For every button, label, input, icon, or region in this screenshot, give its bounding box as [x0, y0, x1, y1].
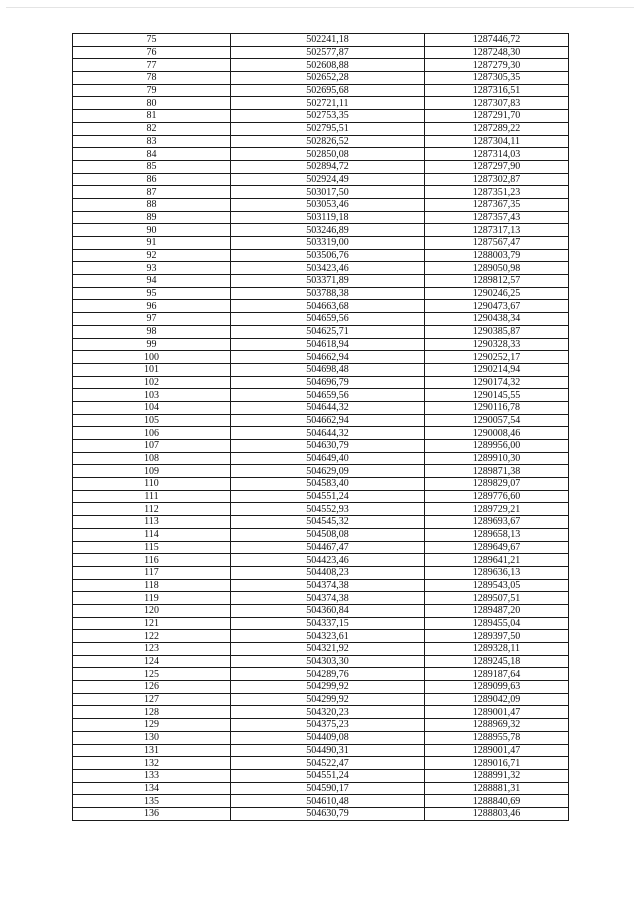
x-coordinate-cell: 504625,71	[231, 325, 425, 338]
table-row	[73, 490, 569, 503]
y-coordinate-cell: 1287316,51	[425, 84, 569, 97]
table-row	[73, 528, 569, 541]
top-rule	[6, 7, 634, 8]
x-coordinate-cell: 504551,24	[231, 490, 425, 503]
point-number-cell: 78	[73, 72, 231, 85]
table-row	[73, 503, 569, 516]
point-number-cell: 114	[73, 528, 231, 541]
y-coordinate-cell: 1287302,87	[425, 173, 569, 186]
table-row	[73, 769, 569, 782]
point-number-cell: 129	[73, 719, 231, 732]
x-coordinate-cell: 504408,23	[231, 566, 425, 579]
x-coordinate-cell: 504320,23	[231, 706, 425, 719]
table-row	[73, 795, 569, 808]
y-coordinate-cell: 1289829,07	[425, 478, 569, 491]
point-number-cell: 122	[73, 630, 231, 643]
x-coordinate-cell: 502608,88	[231, 59, 425, 72]
y-coordinate-cell: 1290252,17	[425, 351, 569, 364]
point-number-cell: 113	[73, 516, 231, 529]
y-coordinate-cell: 1290116,78	[425, 401, 569, 414]
point-number-cell: 135	[73, 795, 231, 808]
y-coordinate-cell: 1287291,70	[425, 110, 569, 123]
point-number-cell: 96	[73, 300, 231, 313]
point-number-cell: 83	[73, 135, 231, 148]
y-coordinate-cell: 1287357,43	[425, 211, 569, 224]
y-coordinate-cell: 1290174,32	[425, 376, 569, 389]
table-row	[73, 97, 569, 110]
x-coordinate-cell: 504698,48	[231, 363, 425, 376]
x-coordinate-cell: 504659,56	[231, 313, 425, 326]
table-row	[73, 604, 569, 617]
y-coordinate-cell: 1288803,46	[425, 807, 569, 820]
point-number-cell: 86	[73, 173, 231, 186]
y-coordinate-cell: 1289543,05	[425, 579, 569, 592]
table-row	[73, 249, 569, 262]
table-row	[73, 478, 569, 491]
y-coordinate-cell: 1289487,20	[425, 604, 569, 617]
x-coordinate-cell: 502241,18	[231, 34, 425, 47]
x-coordinate-cell: 504467,47	[231, 541, 425, 554]
x-coordinate-cell: 504590,17	[231, 782, 425, 795]
table-row	[73, 617, 569, 630]
point-number-cell: 130	[73, 731, 231, 744]
table-row	[73, 668, 569, 681]
y-coordinate-cell: 1289050,98	[425, 262, 569, 275]
table-row	[73, 414, 569, 427]
table-row	[73, 224, 569, 237]
table-row	[73, 110, 569, 123]
x-coordinate-cell: 504360,84	[231, 604, 425, 617]
x-coordinate-cell: 504289,76	[231, 668, 425, 681]
x-coordinate-cell: 504321,92	[231, 643, 425, 656]
x-coordinate-cell: 503423,46	[231, 262, 425, 275]
x-coordinate-cell: 503053,46	[231, 198, 425, 211]
point-number-cell: 109	[73, 465, 231, 478]
table-row	[73, 681, 569, 694]
y-coordinate-cell: 1287314,03	[425, 148, 569, 161]
point-number-cell: 95	[73, 287, 231, 300]
point-number-cell: 97	[73, 313, 231, 326]
point-number-cell: 81	[73, 110, 231, 123]
x-coordinate-cell: 502795,51	[231, 122, 425, 135]
y-coordinate-cell: 1287446,72	[425, 34, 569, 47]
table-row	[73, 376, 569, 389]
x-coordinate-cell: 504629,09	[231, 465, 425, 478]
y-coordinate-cell: 1289245,18	[425, 655, 569, 668]
table-row	[73, 59, 569, 72]
point-number-cell: 104	[73, 401, 231, 414]
x-coordinate-cell: 504374,38	[231, 579, 425, 592]
y-coordinate-cell: 1290328,33	[425, 338, 569, 351]
y-coordinate-cell: 1287297,90	[425, 160, 569, 173]
table-row	[73, 135, 569, 148]
x-coordinate-cell: 502850,08	[231, 148, 425, 161]
x-coordinate-cell: 504662,94	[231, 351, 425, 364]
y-coordinate-cell: 1289693,67	[425, 516, 569, 529]
y-coordinate-cell: 1290057,54	[425, 414, 569, 427]
table-row	[73, 173, 569, 186]
table-row	[73, 592, 569, 605]
y-coordinate-cell: 1287567,47	[425, 237, 569, 250]
y-coordinate-cell: 1289871,38	[425, 465, 569, 478]
x-coordinate-cell: 502577,87	[231, 46, 425, 59]
point-number-cell: 132	[73, 757, 231, 770]
table-row	[73, 706, 569, 719]
x-coordinate-cell: 504659,56	[231, 389, 425, 402]
table-row	[73, 275, 569, 288]
y-coordinate-cell: 1288955,78	[425, 731, 569, 744]
y-coordinate-cell: 1289658,13	[425, 528, 569, 541]
point-number-cell: 131	[73, 744, 231, 757]
point-number-cell: 79	[73, 84, 231, 97]
table-row	[73, 579, 569, 592]
point-number-cell: 101	[73, 363, 231, 376]
x-coordinate-cell: 504303,30	[231, 655, 425, 668]
table-row	[73, 198, 569, 211]
x-coordinate-cell: 503371,89	[231, 275, 425, 288]
y-coordinate-cell: 1288969,32	[425, 719, 569, 732]
table-row	[73, 389, 569, 402]
point-number-cell: 76	[73, 46, 231, 59]
table-row	[73, 363, 569, 376]
x-coordinate-cell: 504375,23	[231, 719, 425, 732]
y-coordinate-cell: 1290473,67	[425, 300, 569, 313]
y-coordinate-cell: 1289956,00	[425, 440, 569, 453]
y-coordinate-cell: 1289455,04	[425, 617, 569, 630]
coordinates-table	[72, 33, 569, 821]
table-row	[73, 262, 569, 275]
y-coordinate-cell: 1287367,35	[425, 198, 569, 211]
point-number-cell: 103	[73, 389, 231, 402]
point-number-cell: 91	[73, 237, 231, 250]
y-coordinate-cell: 1287289,22	[425, 122, 569, 135]
x-coordinate-cell: 504323,61	[231, 630, 425, 643]
table-row	[73, 46, 569, 59]
point-number-cell: 127	[73, 693, 231, 706]
y-coordinate-cell: 1288881,31	[425, 782, 569, 795]
x-coordinate-cell: 503246,89	[231, 224, 425, 237]
x-coordinate-cell: 502826,52	[231, 135, 425, 148]
table-row	[73, 516, 569, 529]
point-number-cell: 117	[73, 566, 231, 579]
table-row	[73, 465, 569, 478]
x-coordinate-cell: 504374,38	[231, 592, 425, 605]
table-row	[73, 211, 569, 224]
x-coordinate-cell: 504299,92	[231, 681, 425, 694]
table-row	[73, 566, 569, 579]
point-number-cell: 100	[73, 351, 231, 364]
coordinates-table-body	[73, 34, 569, 821]
point-number-cell: 99	[73, 338, 231, 351]
point-number-cell: 121	[73, 617, 231, 630]
x-coordinate-cell: 504508,08	[231, 528, 425, 541]
table-row	[73, 757, 569, 770]
x-coordinate-cell: 502753,35	[231, 110, 425, 123]
y-coordinate-cell: 1289641,21	[425, 554, 569, 567]
table-row	[73, 72, 569, 85]
x-coordinate-cell: 504551,24	[231, 769, 425, 782]
table-row	[73, 401, 569, 414]
table-row	[73, 693, 569, 706]
y-coordinate-cell: 1289328,11	[425, 643, 569, 656]
x-coordinate-cell: 503017,50	[231, 186, 425, 199]
x-coordinate-cell: 502924,49	[231, 173, 425, 186]
y-coordinate-cell: 1289729,21	[425, 503, 569, 516]
table-row	[73, 782, 569, 795]
x-coordinate-cell: 504409,08	[231, 731, 425, 744]
table-row	[73, 237, 569, 250]
y-coordinate-cell: 1289001,47	[425, 744, 569, 757]
point-number-cell: 112	[73, 503, 231, 516]
point-number-cell: 98	[73, 325, 231, 338]
x-coordinate-cell: 504522,47	[231, 757, 425, 770]
x-coordinate-cell: 503119,18	[231, 211, 425, 224]
point-number-cell: 90	[73, 224, 231, 237]
x-coordinate-cell: 504644,32	[231, 427, 425, 440]
point-number-cell: 85	[73, 160, 231, 173]
y-coordinate-cell: 1288003,79	[425, 249, 569, 262]
table-row	[73, 300, 569, 313]
y-coordinate-cell: 1289187,64	[425, 668, 569, 681]
point-number-cell: 77	[73, 59, 231, 72]
x-coordinate-cell: 504618,94	[231, 338, 425, 351]
table-row	[73, 122, 569, 135]
point-number-cell: 119	[73, 592, 231, 605]
table-row	[73, 338, 569, 351]
point-number-cell: 120	[73, 604, 231, 617]
x-coordinate-cell: 504649,40	[231, 452, 425, 465]
x-coordinate-cell: 504299,92	[231, 693, 425, 706]
y-coordinate-cell: 1289397,50	[425, 630, 569, 643]
y-coordinate-cell: 1289042,09	[425, 693, 569, 706]
point-number-cell: 88	[73, 198, 231, 211]
y-coordinate-cell: 1290246,25	[425, 287, 569, 300]
y-coordinate-cell: 1287279,30	[425, 59, 569, 72]
point-number-cell: 107	[73, 440, 231, 453]
point-number-cell: 123	[73, 643, 231, 656]
table-row	[73, 287, 569, 300]
point-number-cell: 134	[73, 782, 231, 795]
point-number-cell: 92	[73, 249, 231, 262]
y-coordinate-cell: 1289016,71	[425, 757, 569, 770]
x-coordinate-cell: 504337,15	[231, 617, 425, 630]
x-coordinate-cell: 504630,79	[231, 440, 425, 453]
point-number-cell: 80	[73, 97, 231, 110]
point-number-cell: 111	[73, 490, 231, 503]
y-coordinate-cell: 1287317,13	[425, 224, 569, 237]
point-number-cell: 94	[73, 275, 231, 288]
x-coordinate-cell: 504490,31	[231, 744, 425, 757]
x-coordinate-cell: 504630,79	[231, 807, 425, 820]
point-number-cell: 116	[73, 554, 231, 567]
point-number-cell: 106	[73, 427, 231, 440]
point-number-cell: 87	[73, 186, 231, 199]
point-number-cell: 102	[73, 376, 231, 389]
point-number-cell: 84	[73, 148, 231, 161]
point-number-cell: 89	[73, 211, 231, 224]
table-row	[73, 630, 569, 643]
point-number-cell: 128	[73, 706, 231, 719]
x-coordinate-cell: 504423,46	[231, 554, 425, 567]
x-coordinate-cell: 503788,38	[231, 287, 425, 300]
table-row	[73, 731, 569, 744]
table-row	[73, 719, 569, 732]
y-coordinate-cell: 1290438,34	[425, 313, 569, 326]
table-row	[73, 541, 569, 554]
table-row	[73, 160, 569, 173]
y-coordinate-cell: 1290385,87	[425, 325, 569, 338]
table-row	[73, 351, 569, 364]
point-number-cell: 82	[73, 122, 231, 135]
point-number-cell: 93	[73, 262, 231, 275]
table-row	[73, 325, 569, 338]
x-coordinate-cell: 504552,93	[231, 503, 425, 516]
x-coordinate-cell: 502652,28	[231, 72, 425, 85]
y-coordinate-cell: 1287351,23	[425, 186, 569, 199]
table-row	[73, 34, 569, 47]
y-coordinate-cell: 1287307,83	[425, 97, 569, 110]
y-coordinate-cell: 1288991,32	[425, 769, 569, 782]
point-number-cell: 118	[73, 579, 231, 592]
y-coordinate-cell: 1287305,35	[425, 72, 569, 85]
y-coordinate-cell: 1288840,69	[425, 795, 569, 808]
point-number-cell: 126	[73, 681, 231, 694]
x-coordinate-cell: 502721,11	[231, 97, 425, 110]
y-coordinate-cell: 1287304,11	[425, 135, 569, 148]
y-coordinate-cell: 1289776,60	[425, 490, 569, 503]
table-row	[73, 148, 569, 161]
y-coordinate-cell: 1287248,30	[425, 46, 569, 59]
y-coordinate-cell: 1289649,67	[425, 541, 569, 554]
x-coordinate-cell: 504545,32	[231, 516, 425, 529]
y-coordinate-cell: 1289812,57	[425, 275, 569, 288]
point-number-cell: 115	[73, 541, 231, 554]
point-number-cell: 75	[73, 34, 231, 47]
y-coordinate-cell: 1289636,13	[425, 566, 569, 579]
x-coordinate-cell: 502695,68	[231, 84, 425, 97]
table-row	[73, 744, 569, 757]
x-coordinate-cell: 504662,94	[231, 414, 425, 427]
x-coordinate-cell: 504583,40	[231, 478, 425, 491]
y-coordinate-cell: 1290214,94	[425, 363, 569, 376]
x-coordinate-cell: 504663,68	[231, 300, 425, 313]
table-row	[73, 440, 569, 453]
table-row	[73, 807, 569, 820]
y-coordinate-cell: 1289001,47	[425, 706, 569, 719]
y-coordinate-cell: 1290008,46	[425, 427, 569, 440]
y-coordinate-cell: 1290145,55	[425, 389, 569, 402]
x-coordinate-cell: 504610,48	[231, 795, 425, 808]
point-number-cell: 110	[73, 478, 231, 491]
y-coordinate-cell: 1289507,51	[425, 592, 569, 605]
x-coordinate-cell: 502894,72	[231, 160, 425, 173]
table-row	[73, 186, 569, 199]
table-row	[73, 313, 569, 326]
y-coordinate-cell: 1289910,30	[425, 452, 569, 465]
x-coordinate-cell: 504644,32	[231, 401, 425, 414]
table-row	[73, 84, 569, 97]
point-number-cell: 133	[73, 769, 231, 782]
table-row	[73, 655, 569, 668]
x-coordinate-cell: 504696,79	[231, 376, 425, 389]
point-number-cell: 125	[73, 668, 231, 681]
table-row	[73, 643, 569, 656]
table-row	[73, 452, 569, 465]
table-row	[73, 554, 569, 567]
x-coordinate-cell: 503319,00	[231, 237, 425, 250]
point-number-cell: 105	[73, 414, 231, 427]
table-row	[73, 427, 569, 440]
point-number-cell: 124	[73, 655, 231, 668]
point-number-cell: 108	[73, 452, 231, 465]
x-coordinate-cell: 503506,76	[231, 249, 425, 262]
point-number-cell: 136	[73, 807, 231, 820]
y-coordinate-cell: 1289099,63	[425, 681, 569, 694]
